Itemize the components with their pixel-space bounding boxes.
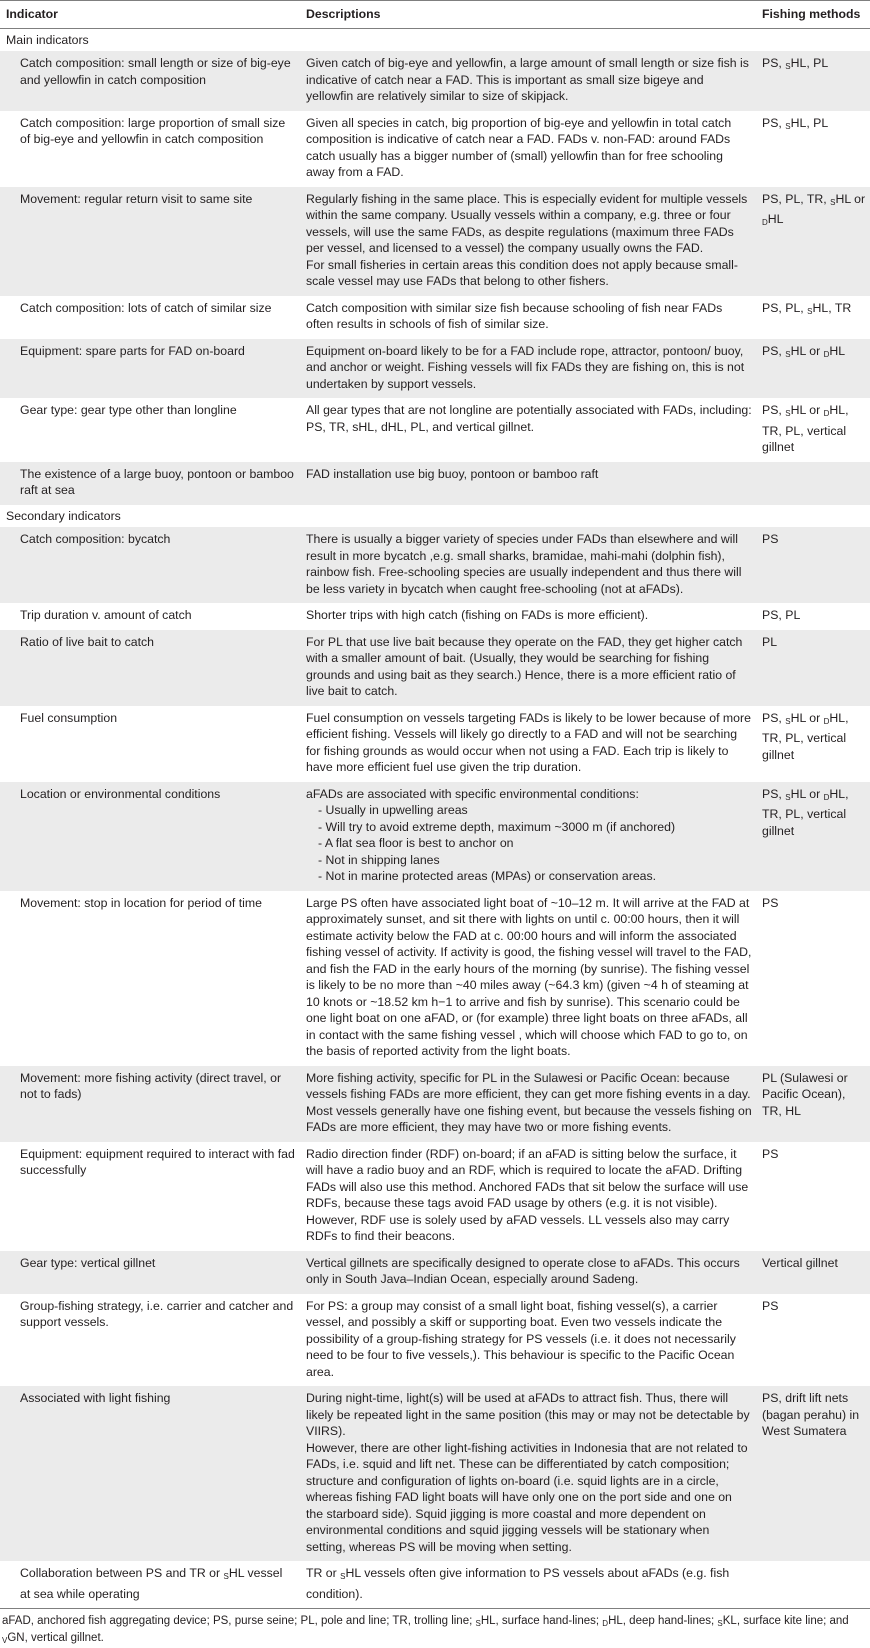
description-cell — [300, 706, 756, 782]
table-header-row — [0, 1, 870, 29]
methods-cell: PS, PL, $_S$HL, TR — [762, 300, 852, 316]
description-paragraph: Equipment on-board likely to be for a FAD include rope, attractor, pontoon/ buoy, and anchor or weight. Fishing vessels will fix FADs they are fishing on, this is not undertaken by support vessels. — [306, 343, 745, 391]
indicator-cell: Movement: more fishing activity (direct travel, or not to fads) — [0, 1066, 300, 1142]
description-paragraph: Given catch of big-eye and yellowfin, a large amount of small length or size fish is indicative of catch near a FAD. This is important as small size bigeye and yellowfin are relatively similar to size of skipjack. — [306, 56, 749, 103]
indicator-cell: Gear type: vertical gillnet — [0, 1251, 300, 1294]
methods-cell: PS, PL — [762, 608, 801, 622]
methods-cell: PS, $_S$HL or $_D$HL, TR, PL, vertical gillnet — [762, 710, 849, 762]
description-paragraph: FAD installation use big buoy, pontoon or bamboo raft — [306, 466, 599, 481]
description-paragraph: More fishing activity, specific for PL in the Sulawesi or Pacific Ocean: because vessels fishing FADs are more efficient, they can get more fishing events in a day. Most vessels generally have one fishing event, but because the vessels fishing on FADs are more efficient, they may have two or more fishing events. — [306, 1070, 752, 1134]
description-paragraph: - Usually in upwelling areas — [318, 803, 468, 817]
methods-cell: PS, $_S$HL or $_D$HL, TR, PL, vertical gillnet — [762, 403, 849, 454]
table-row — [0, 1142, 870, 1251]
table-body — [0, 28, 870, 1609]
description-paragraph: For PL that use live bait because they operate on the FAD, they get higher catch with a smaller amount of bait. (Usually, they would be searching for fishing grounds and using bait as they search.) Hence, there is a more efficient ratio of live bait to catch. — [306, 634, 743, 698]
description-cell — [300, 782, 756, 891]
description-cell — [300, 1066, 756, 1142]
description-paragraph: - A flat sea floor is best to anchor on — [318, 836, 514, 850]
indicator-cell: Catch composition: lots of catch of similar size — [20, 300, 272, 315]
indicator-cell: Trip duration v. amount of catch — [20, 608, 192, 622]
description-cell — [300, 187, 756, 296]
indicator-cell: The existence of a large buoy, pontoon or bamboo raft at sea — [0, 462, 300, 505]
indicator-cell: Equipment: spare parts for FAD on-board — [0, 339, 300, 399]
methods-cell: PS, PL, TR, $_S$HL or $_D$HL — [756, 187, 870, 296]
methods-cell: PS, drift lift nets (bagan perahu) in West Sumatera — [756, 1386, 870, 1561]
table-row — [0, 1386, 870, 1561]
description-paragraph: For PS: a group may consist of a small light boat, fishing vessel(s), a carrier vessel, and possibly a skiff or supporting boat. Even two vessels indicate the possibility of a group-fishing strategy for PS vessels (i.e. it does not necessarily need to be four to five vessels,). This behaviour is specific to the Pacific Ocean area. — [306, 1298, 736, 1379]
methods-cell — [756, 462, 870, 505]
table-row — [0, 630, 870, 706]
table-row — [0, 603, 870, 630]
indicator-cell: Associated with light fishing — [0, 1386, 300, 1561]
methods-cell: PS, $_S$HL or $_D$HL — [756, 339, 870, 399]
description-cell — [300, 1142, 756, 1251]
description-paragraph: However, there are other light-fishing activities in Indonesia that are not related to FADs, i.e. squid and lift net. These can be differentiated by catch composition; structure and configuration of lights on-board (i.e. squid lights are in a circle, whereas fishing FAD light boats will have only one on the port side and one on the starboard side). Squid jigging is more coastal and more dependent on environmental conditions and squid jigging vessels will be stationary when setting, whereas PS will be moving when setting. — [306, 1440, 748, 1554]
methods-cell: PL (Sulawesi or Pacific Ocean), TR, HL — [756, 1066, 870, 1142]
section-row — [0, 505, 870, 528]
description-paragraph: All gear types that are not longline are potentially associated with FADs, including: PS, TR, sHL, dHL, PL, and vertical gillnet. — [306, 403, 752, 434]
indicator-cell: Group-fishing strategy, i.e. carrier and catcher and support vessels. — [20, 1298, 294, 1329]
table-row — [0, 339, 870, 399]
methods-cell: PL — [756, 630, 870, 706]
description-paragraph: For small fisheries in certain areas this condition does not apply because small-scale vessel may use FADs that belong to other fishers. — [306, 257, 738, 288]
description-cell — [300, 527, 756, 603]
indicator-cell: Gear type: gear type other than longline — [20, 403, 237, 417]
description-cell — [300, 891, 756, 1066]
table-row — [0, 782, 870, 891]
description-cell — [300, 51, 756, 111]
description-cell — [300, 1561, 756, 1609]
description-paragraph: Catch composition with similar size fish because schooling of fish near FADs often results in schools of fish of similar size. — [306, 300, 723, 331]
methods-cell: PS — [756, 527, 870, 603]
table-row — [0, 51, 870, 111]
description-paragraph: Given all species in catch, big proportion of big-eye and yellowfin in total catch composition is indicative of catch near a FAD. FADs v. non-FAD: around FADs catch usually has a bigger number of (small) yellowfin than for free schooling away from a FAD. — [306, 115, 732, 179]
description-paragraph: Radio direction finder (RDF) on-board; if an aFAD is sitting below the surface, it will have a radio buoy and an RDF, which is required to locate the aFAD. Drifting FADs will also use this method. Anchored FADs that sit below the surface will use RDFs, because these tags avoid FAD usage by others (e.g. it is not visible). — [306, 1146, 749, 1210]
description-cell — [300, 462, 756, 505]
description-cell — [300, 630, 756, 706]
table-row — [0, 891, 870, 1066]
description-cell — [300, 339, 756, 399]
description-paragraph: Regularly fishing in the same place. This is especially evident for multiple vessels within the same company. Usually vessels within a company, e.g. three or four vessels, will use the same FADs, as despite regulations (maximum three FADs per vessel, and licensed to a vessel) the company usually owns the FAD. — [306, 191, 748, 255]
methods-cell: PS, $_S$HL or $_D$HL, TR, PL, vertical gillnet — [756, 782, 870, 891]
indicator-cell: Equipment: equipment required to interact with fad successfully — [20, 1146, 295, 1177]
methods-cell: PS — [762, 1146, 779, 1161]
indicator-cell: Catch composition: small length or size of big-eye and yellowfin in catch composition — [0, 51, 300, 111]
table-footnote: aFAD, anchored fish aggregating device; PS, purse seine; PL, pole and line; TR, trolling line; $_S$HL, surface hand-lines; $_D$HL, deep hand-lines; $_S$KL, surface kite line; and $_V$GN, vertical gillnet. — [2, 1615, 849, 1645]
indicator-cell: Movement: regular return visit to same site — [0, 187, 300, 296]
description-paragraph: aFADs are associated with specific environmental conditions: — [306, 786, 639, 801]
indicator-cell: Ratio of live bait to catch — [0, 630, 300, 706]
methods-cell: PS, $_S$HL, PL — [762, 115, 829, 131]
table-row — [0, 706, 870, 782]
indicator-cell: Location or environmental conditions — [0, 782, 300, 891]
description-cell — [300, 1294, 756, 1387]
indicator-cell: Catch composition: large proportion of small size of big-eye and yellowfin in catch composition — [20, 115, 286, 146]
methods-cell: PS, $_S$HL, PL — [756, 51, 870, 111]
table-row — [0, 1294, 870, 1387]
description-paragraph: Large PS often have associated light boat of ~10–12 m. It will arrive at the FAD at approximately sunset, and sit there with lights on until c. 00:00 hours, then it will estimate activity below the FAD at c. 00:00 hours and will inform the associated fishing vessel of activity. If activity is good, the fishing vessel will travel to the FAD, and fish the FAD in the early hours of the morning (by sunrise). The fishing vessel is likely to be no more than ~40 miles away (~64.3 km) (given ~4 h of steaming at 10 knots or ~18.52 km h−1 to arrive and fish by sunrise). This scenario could be one light boat on one aFAD, or (for example) three light boats on three aFADs, all in contact with the same fishing vessel , which will choose which FAD to go to, on the basis of reported activity from the light boats. — [306, 895, 752, 1058]
indicator-cell: Movement: stop in location for period of time — [20, 895, 262, 910]
indicator-cell: Fuel consumption — [20, 710, 118, 725]
description-cell — [300, 603, 756, 630]
section-row — [0, 28, 870, 51]
description-cell — [300, 398, 756, 462]
description-paragraph: - Not in shipping lanes — [318, 852, 440, 867]
header-descriptions: Descriptions — [300, 1, 756, 29]
methods-cell: PS — [762, 1298, 779, 1313]
section-title: Secondary indicators — [6, 508, 121, 523]
table-row — [0, 1561, 870, 1609]
description-cell — [300, 296, 756, 339]
description-paragraph: - Not in marine protected areas (MPAs) or conservation areas. — [318, 869, 657, 883]
description-paragraph: Vertical gillnets are specifically designed to operate close to aFADs. This occurs only in South Java–Indian Ocean, especially around Sadeng. — [306, 1255, 740, 1286]
description-cell — [300, 111, 756, 187]
table-row — [0, 187, 870, 296]
indicator-cell: Collaboration between PS and TR or $_S$HL vessel at sea while operating — [0, 1561, 300, 1609]
section-title: Main indicators — [6, 32, 89, 47]
description-cell — [300, 1251, 756, 1294]
description-paragraph: There is usually a bigger variety of species under FADs than elsewhere and will result in more bycatch ,e.g. small sharks, bramidae, mahi-mahi (dolphin fish), rainbow fish. Free-schooling species are usually independent and thus there will be less variety in bycatch when caught free-schooling (not at aFADs). — [306, 532, 742, 596]
description-paragraph: Fuel consumption on vessels targeting FADs is likely to be lower because of more efficient fishing. Vessels will likely go directly to a FAD and will not be searching for fishing grounds as would occur when not using a FAD. Each trip is likely to have more efficient fuel use given the trip duration. — [306, 710, 751, 774]
description-paragraph: - Will try to avoid extreme depth, maximum ~3000 m (if anchored) — [318, 819, 676, 834]
indicator-cell: Catch composition: bycatch — [0, 527, 300, 603]
table-row — [0, 398, 870, 462]
table-row — [0, 527, 870, 603]
methods-cell: PS — [762, 895, 779, 910]
description-paragraph: Shorter trips with high catch (fishing on FADs is more efficient). — [306, 608, 649, 622]
table-row — [0, 296, 870, 339]
table-row — [0, 462, 870, 505]
methods-cell — [756, 1561, 870, 1609]
description-paragraph: However, RDF use is solely used by aFAD vessels. LL vessels also may carry RDFs to find their beacons. — [306, 1212, 730, 1243]
description-cell — [300, 1386, 756, 1561]
description-paragraph: TR or $_S$HL vessels often give information to PS vessels about aFADs (e.g. fish condition). — [306, 1566, 730, 1601]
table-row — [0, 1066, 870, 1142]
description-paragraph: During night-time, light(s) will be used at aFADs to attract fish. Thus, there will likely be repeated light in the same position (this may or may not be detectable by VIIRS). — [306, 1391, 750, 1438]
header-fishing-methods: Fishing methods — [756, 1, 870, 29]
header-indicator: Indicator — [0, 1, 300, 29]
table-row — [0, 111, 870, 187]
methods-cell: Vertical gillnet — [756, 1251, 870, 1294]
table-row — [0, 1251, 870, 1294]
